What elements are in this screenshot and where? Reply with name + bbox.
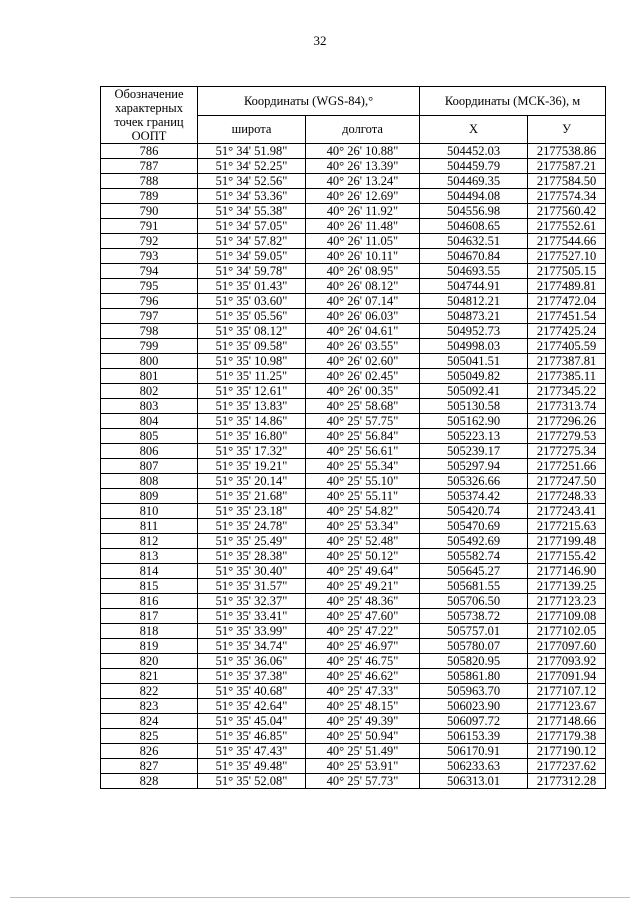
table-body bbox=[101, 144, 606, 789]
latitude-cell: 51° 35' 12.61" bbox=[198, 384, 306, 399]
y-cell: 2177505.15 bbox=[528, 264, 606, 279]
page-number: 32 bbox=[313, 33, 327, 48]
longitude-cell: 40° 25' 48.15" bbox=[306, 699, 420, 714]
latitude-cell: 51° 35' 16.80" bbox=[198, 429, 306, 444]
point-id-cell: 798 bbox=[101, 324, 198, 339]
table-row bbox=[101, 639, 606, 654]
latitude-cell: 51° 34' 53.36" bbox=[198, 189, 306, 204]
longitude-cell: 40° 25' 52.48" bbox=[306, 534, 420, 549]
longitude-cell: 40° 25' 47.22" bbox=[306, 624, 420, 639]
longitude-cell: 40° 26' 11.05" bbox=[306, 234, 420, 249]
table-row bbox=[101, 249, 606, 264]
latitude-cell: 51° 35' 37.38" bbox=[198, 669, 306, 684]
longitude-cell: 40° 26' 06.03" bbox=[306, 309, 420, 324]
x-cell: 505239.17 bbox=[420, 444, 528, 459]
longitude-cell: 40° 25' 49.64" bbox=[306, 564, 420, 579]
point-id-cell: 828 bbox=[101, 774, 198, 789]
x-cell: 505130.58 bbox=[420, 399, 528, 414]
x-cell: 504459.79 bbox=[420, 159, 528, 174]
point-id-cell: 789 bbox=[101, 189, 198, 204]
longitude-cell: 40° 26' 03.55" bbox=[306, 339, 420, 354]
x-cell: 505092.41 bbox=[420, 384, 528, 399]
point-id-cell: 818 bbox=[101, 624, 198, 639]
y-cell: 2177387.81 bbox=[528, 354, 606, 369]
point-id-cell: 793 bbox=[101, 249, 198, 264]
latitude-cell: 51° 34' 51.98" bbox=[198, 144, 306, 159]
longitude-cell: 40° 26' 10.11" bbox=[306, 249, 420, 264]
latitude-cell: 51° 35' 14.86" bbox=[198, 414, 306, 429]
point-id-cell: 810 bbox=[101, 504, 198, 519]
point-id-cell: 796 bbox=[101, 294, 198, 309]
y-cell: 2177451.54 bbox=[528, 309, 606, 324]
longitude-cell: 40° 25' 56.84" bbox=[306, 429, 420, 444]
latitude-cell: 51° 34' 59.05" bbox=[198, 249, 306, 264]
table-row bbox=[101, 279, 606, 294]
y-cell: 2177313.74 bbox=[528, 399, 606, 414]
longitude-cell: 40° 25' 54.82" bbox=[306, 504, 420, 519]
y-cell: 2177248.33 bbox=[528, 489, 606, 504]
point-header-line: ООПТ bbox=[131, 129, 167, 143]
y-cell: 2177251.66 bbox=[528, 459, 606, 474]
table-row bbox=[101, 234, 606, 249]
y-cell: 2177345.22 bbox=[528, 384, 606, 399]
table-row bbox=[101, 294, 606, 309]
latitude-cell: 51° 35' 49.48" bbox=[198, 759, 306, 774]
x-cell: 505470.69 bbox=[420, 519, 528, 534]
point-id-cell: 794 bbox=[101, 264, 198, 279]
latitude-cell: 51° 35' 28.38" bbox=[198, 549, 306, 564]
longitude-cell: 40° 26' 02.60" bbox=[306, 354, 420, 369]
point-id-cell: 809 bbox=[101, 489, 198, 504]
table-row bbox=[101, 774, 606, 789]
x-cell: 505049.82 bbox=[420, 369, 528, 384]
point-id-cell: 786 bbox=[101, 144, 198, 159]
latitude-cell: 51° 35' 05.56" bbox=[198, 309, 306, 324]
longitude-cell: 40° 25' 49.21" bbox=[306, 579, 420, 594]
point-id-cell: 823 bbox=[101, 699, 198, 714]
table-row bbox=[101, 684, 606, 699]
table-row bbox=[101, 309, 606, 324]
table-row bbox=[101, 699, 606, 714]
point-id-cell: 821 bbox=[101, 669, 198, 684]
point-id-cell: 824 bbox=[101, 714, 198, 729]
y-cell: 2177538.86 bbox=[528, 144, 606, 159]
point-id-cell: 825 bbox=[101, 729, 198, 744]
y-cell: 2177091.94 bbox=[528, 669, 606, 684]
table-row bbox=[101, 204, 606, 219]
table-row bbox=[101, 744, 606, 759]
point-id-cell: 797 bbox=[101, 309, 198, 324]
x-cell: 505738.72 bbox=[420, 609, 528, 624]
x-cell: 506153.39 bbox=[420, 729, 528, 744]
latitude-cell: 51° 34' 52.56" bbox=[198, 174, 306, 189]
coordinates-table bbox=[100, 86, 606, 789]
y-cell: 2177405.59 bbox=[528, 339, 606, 354]
table-row bbox=[101, 144, 606, 159]
longitude-cell: 40° 25' 56.61" bbox=[306, 444, 420, 459]
table-row bbox=[101, 189, 606, 204]
y-cell: 2177190.12 bbox=[528, 744, 606, 759]
x-cell: 506097.72 bbox=[420, 714, 528, 729]
table-row bbox=[101, 579, 606, 594]
x-cell: 506233.63 bbox=[420, 759, 528, 774]
latitude-cell: 51° 35' 23.18" bbox=[198, 504, 306, 519]
longitude-cell: 40° 25' 55.10" bbox=[306, 474, 420, 489]
table-row bbox=[101, 459, 606, 474]
latitude-cell: 51° 35' 33.41" bbox=[198, 609, 306, 624]
y-cell: 2177385.11 bbox=[528, 369, 606, 384]
y-cell: 2177425.24 bbox=[528, 324, 606, 339]
point-id-cell: 788 bbox=[101, 174, 198, 189]
x-cell: 505374.42 bbox=[420, 489, 528, 504]
table-row bbox=[101, 414, 606, 429]
point-id-cell: 802 bbox=[101, 384, 198, 399]
wgs84-group-header: Координаты (WGS-84),° bbox=[198, 87, 420, 116]
point-id-cell: 787 bbox=[101, 159, 198, 174]
y-cell: 2177587.21 bbox=[528, 159, 606, 174]
table-row bbox=[101, 504, 606, 519]
x-cell: 504873.21 bbox=[420, 309, 528, 324]
y-cell: 2177247.50 bbox=[528, 474, 606, 489]
y-cell: 2177275.34 bbox=[528, 444, 606, 459]
table-row bbox=[101, 354, 606, 369]
table-row bbox=[101, 519, 606, 534]
x-cell: 505223.13 bbox=[420, 429, 528, 444]
msk36-group-header: Координаты (МСК-36), м bbox=[420, 87, 606, 116]
point-id-cell: 817 bbox=[101, 609, 198, 624]
y-cell: 2177215.63 bbox=[528, 519, 606, 534]
table-row bbox=[101, 549, 606, 564]
latitude-cell: 51° 35' 11.25" bbox=[198, 369, 306, 384]
y-cell: 2177279.53 bbox=[528, 429, 606, 444]
latitude-cell: 51° 34' 59.78" bbox=[198, 264, 306, 279]
y-cell: 2177472.04 bbox=[528, 294, 606, 309]
latitude-cell: 51° 34' 57.82" bbox=[198, 234, 306, 249]
longitude-cell: 40° 26' 02.45" bbox=[306, 369, 420, 384]
point-header-line: характерных bbox=[115, 101, 183, 115]
point-id-cell: 816 bbox=[101, 594, 198, 609]
y-cell: 2177107.12 bbox=[528, 684, 606, 699]
table-row bbox=[101, 399, 606, 414]
y-cell: 2177489.81 bbox=[528, 279, 606, 294]
latitude-cell: 51° 35' 32.37" bbox=[198, 594, 306, 609]
longitude-cell: 40° 26' 13.39" bbox=[306, 159, 420, 174]
point-id-cell: 826 bbox=[101, 744, 198, 759]
y-cell: 2177296.26 bbox=[528, 414, 606, 429]
x-cell: 505963.70 bbox=[420, 684, 528, 699]
x-cell: 505582.74 bbox=[420, 549, 528, 564]
x-cell: 505780.07 bbox=[420, 639, 528, 654]
table-row bbox=[101, 339, 606, 354]
y-cell: 2177093.92 bbox=[528, 654, 606, 669]
x-cell: 504952.73 bbox=[420, 324, 528, 339]
point-id-cell: 791 bbox=[101, 219, 198, 234]
x-cell: 506023.90 bbox=[420, 699, 528, 714]
x-header: X bbox=[420, 115, 528, 144]
table-row bbox=[101, 474, 606, 489]
table-row bbox=[101, 264, 606, 279]
latitude-cell: 51° 35' 33.99" bbox=[198, 624, 306, 639]
page-bottom-rule bbox=[10, 897, 630, 898]
x-cell: 504494.08 bbox=[420, 189, 528, 204]
table-row bbox=[101, 729, 606, 744]
x-cell: 505041.51 bbox=[420, 354, 528, 369]
longitude-cell: 40° 25' 51.49" bbox=[306, 744, 420, 759]
longitude-cell: 40° 25' 55.34" bbox=[306, 459, 420, 474]
table-row bbox=[101, 654, 606, 669]
point-header-line: Обозначение bbox=[114, 87, 184, 101]
y-cell: 2177109.08 bbox=[528, 609, 606, 624]
y-cell: 2177199.48 bbox=[528, 534, 606, 549]
table-row bbox=[101, 759, 606, 774]
x-cell: 504452.03 bbox=[420, 144, 528, 159]
point-id-cell: 801 bbox=[101, 369, 198, 384]
latitude-cell: 51° 35' 25.49" bbox=[198, 534, 306, 549]
latitude-cell: 51° 35' 52.08" bbox=[198, 774, 306, 789]
point-id-cell: 819 bbox=[101, 639, 198, 654]
latitude-cell: 51° 35' 24.78" bbox=[198, 519, 306, 534]
latitude-cell: 51° 35' 40.68" bbox=[198, 684, 306, 699]
x-cell: 506313.01 bbox=[420, 774, 528, 789]
longitude-cell: 40° 25' 58.68" bbox=[306, 399, 420, 414]
longitude-cell: 40° 26' 00.35" bbox=[306, 384, 420, 399]
y-cell: 2177544.66 bbox=[528, 234, 606, 249]
latitude-cell: 51° 35' 21.68" bbox=[198, 489, 306, 504]
x-cell: 505681.55 bbox=[420, 579, 528, 594]
point-id-cell: 795 bbox=[101, 279, 198, 294]
longitude-cell: 40° 25' 46.97" bbox=[306, 639, 420, 654]
x-cell: 504693.55 bbox=[420, 264, 528, 279]
point-id-cell: 790 bbox=[101, 204, 198, 219]
x-cell: 505706.50 bbox=[420, 594, 528, 609]
table-row bbox=[101, 174, 606, 189]
x-cell: 504744.91 bbox=[420, 279, 528, 294]
longitude-cell: 40° 26' 11.48" bbox=[306, 219, 420, 234]
latitude-cell: 51° 35' 08.12" bbox=[198, 324, 306, 339]
longitude-cell: 40° 26' 04.61" bbox=[306, 324, 420, 339]
longitude-cell: 40° 26' 08.12" bbox=[306, 279, 420, 294]
latitude-cell: 51° 34' 57.05" bbox=[198, 219, 306, 234]
x-cell: 505492.69 bbox=[420, 534, 528, 549]
longitude-cell: 40° 25' 53.91" bbox=[306, 759, 420, 774]
point-header-line: точек границ bbox=[114, 115, 184, 129]
latitude-cell: 51° 35' 31.57" bbox=[198, 579, 306, 594]
point-id-cell: 812 bbox=[101, 534, 198, 549]
latitude-cell: 51° 35' 45.04" bbox=[198, 714, 306, 729]
latitude-cell: 51° 35' 46.85" bbox=[198, 729, 306, 744]
longitude-cell: 40° 26' 10.88" bbox=[306, 144, 420, 159]
longitude-cell: 40° 25' 57.73" bbox=[306, 774, 420, 789]
longitude-cell: 40° 25' 48.36" bbox=[306, 594, 420, 609]
point-id-cell: 814 bbox=[101, 564, 198, 579]
point-id-cell: 804 bbox=[101, 414, 198, 429]
longitude-cell: 40° 25' 57.75" bbox=[306, 414, 420, 429]
point-id-cell: 822 bbox=[101, 684, 198, 699]
table-row bbox=[101, 324, 606, 339]
table-row bbox=[101, 534, 606, 549]
latitude-cell: 51° 35' 30.40" bbox=[198, 564, 306, 579]
longitude-cell: 40° 25' 50.12" bbox=[306, 549, 420, 564]
longitude-cell: 40° 26' 11.92" bbox=[306, 204, 420, 219]
y-cell: 2177097.60 bbox=[528, 639, 606, 654]
point-id-cell: 799 bbox=[101, 339, 198, 354]
latitude-cell: 51° 35' 19.21" bbox=[198, 459, 306, 474]
latitude-cell: 51° 35' 20.14" bbox=[198, 474, 306, 489]
y-cell: 2177560.42 bbox=[528, 204, 606, 219]
y-header: У bbox=[528, 115, 606, 144]
point-id-cell: 803 bbox=[101, 399, 198, 414]
latitude-cell: 51° 35' 09.58" bbox=[198, 339, 306, 354]
table-row bbox=[101, 219, 606, 234]
x-cell: 504632.51 bbox=[420, 234, 528, 249]
latitude-cell: 51° 34' 52.25" bbox=[198, 159, 306, 174]
longitude-cell: 40° 25' 50.94" bbox=[306, 729, 420, 744]
table-row bbox=[101, 429, 606, 444]
longitude-cell: 40° 25' 47.60" bbox=[306, 609, 420, 624]
table-row bbox=[101, 669, 606, 684]
table-row bbox=[101, 384, 606, 399]
table-row bbox=[101, 489, 606, 504]
y-cell: 2177179.38 bbox=[528, 729, 606, 744]
x-cell: 504670.84 bbox=[420, 249, 528, 264]
x-cell: 505297.94 bbox=[420, 459, 528, 474]
latitude-cell: 51° 35' 47.43" bbox=[198, 744, 306, 759]
point-id-cell: 815 bbox=[101, 579, 198, 594]
longitude-header: долгота bbox=[306, 115, 420, 144]
point-id-cell: 792 bbox=[101, 234, 198, 249]
latitude-header: широта bbox=[198, 115, 306, 144]
point-id-cell: 827 bbox=[101, 759, 198, 774]
x-cell: 504556.98 bbox=[420, 204, 528, 219]
latitude-cell: 51° 35' 03.60" bbox=[198, 294, 306, 309]
y-cell: 2177139.25 bbox=[528, 579, 606, 594]
x-cell: 505645.27 bbox=[420, 564, 528, 579]
point-id-cell: 820 bbox=[101, 654, 198, 669]
x-cell: 505162.90 bbox=[420, 414, 528, 429]
longitude-cell: 40° 25' 55.11" bbox=[306, 489, 420, 504]
x-cell: 506170.91 bbox=[420, 744, 528, 759]
y-cell: 2177574.34 bbox=[528, 189, 606, 204]
table-row bbox=[101, 369, 606, 384]
x-cell: 505420.74 bbox=[420, 504, 528, 519]
table-row bbox=[101, 594, 606, 609]
point-id-cell: 811 bbox=[101, 519, 198, 534]
x-cell: 504812.21 bbox=[420, 294, 528, 309]
longitude-cell: 40° 25' 49.39" bbox=[306, 714, 420, 729]
table-row bbox=[101, 444, 606, 459]
longitude-cell: 40° 25' 47.33" bbox=[306, 684, 420, 699]
y-cell: 2177123.23 bbox=[528, 594, 606, 609]
table-row bbox=[101, 609, 606, 624]
point-designation-header bbox=[101, 87, 198, 144]
longitude-cell: 40° 25' 53.34" bbox=[306, 519, 420, 534]
x-cell: 505326.66 bbox=[420, 474, 528, 489]
y-cell: 2177243.41 bbox=[528, 504, 606, 519]
longitude-cell: 40° 25' 46.75" bbox=[306, 654, 420, 669]
longitude-cell: 40° 26' 08.95" bbox=[306, 264, 420, 279]
point-id-cell: 807 bbox=[101, 459, 198, 474]
y-cell: 2177146.90 bbox=[528, 564, 606, 579]
latitude-cell: 51° 35' 13.83" bbox=[198, 399, 306, 414]
x-cell: 504469.35 bbox=[420, 174, 528, 189]
y-cell: 2177552.61 bbox=[528, 219, 606, 234]
latitude-cell: 51° 35' 17.32" bbox=[198, 444, 306, 459]
longitude-cell: 40° 26' 12.69" bbox=[306, 189, 420, 204]
longitude-cell: 40° 26' 13.24" bbox=[306, 174, 420, 189]
latitude-cell: 51° 34' 55.38" bbox=[198, 204, 306, 219]
table-row bbox=[101, 624, 606, 639]
x-cell: 505820.95 bbox=[420, 654, 528, 669]
y-cell: 2177312.28 bbox=[528, 774, 606, 789]
latitude-cell: 51° 35' 36.06" bbox=[198, 654, 306, 669]
latitude-cell: 51° 35' 10.98" bbox=[198, 354, 306, 369]
y-cell: 2177123.67 bbox=[528, 699, 606, 714]
point-id-cell: 805 bbox=[101, 429, 198, 444]
x-cell: 504998.03 bbox=[420, 339, 528, 354]
y-cell: 2177237.62 bbox=[528, 759, 606, 774]
y-cell: 2177584.50 bbox=[528, 174, 606, 189]
latitude-cell: 51° 35' 42.64" bbox=[198, 699, 306, 714]
x-cell: 504608.65 bbox=[420, 219, 528, 234]
table-row bbox=[101, 564, 606, 579]
point-id-cell: 806 bbox=[101, 444, 198, 459]
y-cell: 2177148.66 bbox=[528, 714, 606, 729]
y-cell: 2177155.42 bbox=[528, 549, 606, 564]
table-row bbox=[101, 159, 606, 174]
x-cell: 505757.01 bbox=[420, 624, 528, 639]
longitude-cell: 40° 26' 07.14" bbox=[306, 294, 420, 309]
table-row bbox=[101, 714, 606, 729]
y-cell: 2177102.05 bbox=[528, 624, 606, 639]
point-id-cell: 813 bbox=[101, 549, 198, 564]
point-id-cell: 808 bbox=[101, 474, 198, 489]
y-cell: 2177527.10 bbox=[528, 249, 606, 264]
point-id-cell: 800 bbox=[101, 354, 198, 369]
longitude-cell: 40° 25' 46.62" bbox=[306, 669, 420, 684]
x-cell: 505861.80 bbox=[420, 669, 528, 684]
latitude-cell: 51° 35' 01.43" bbox=[198, 279, 306, 294]
latitude-cell: 51° 35' 34.74" bbox=[198, 639, 306, 654]
